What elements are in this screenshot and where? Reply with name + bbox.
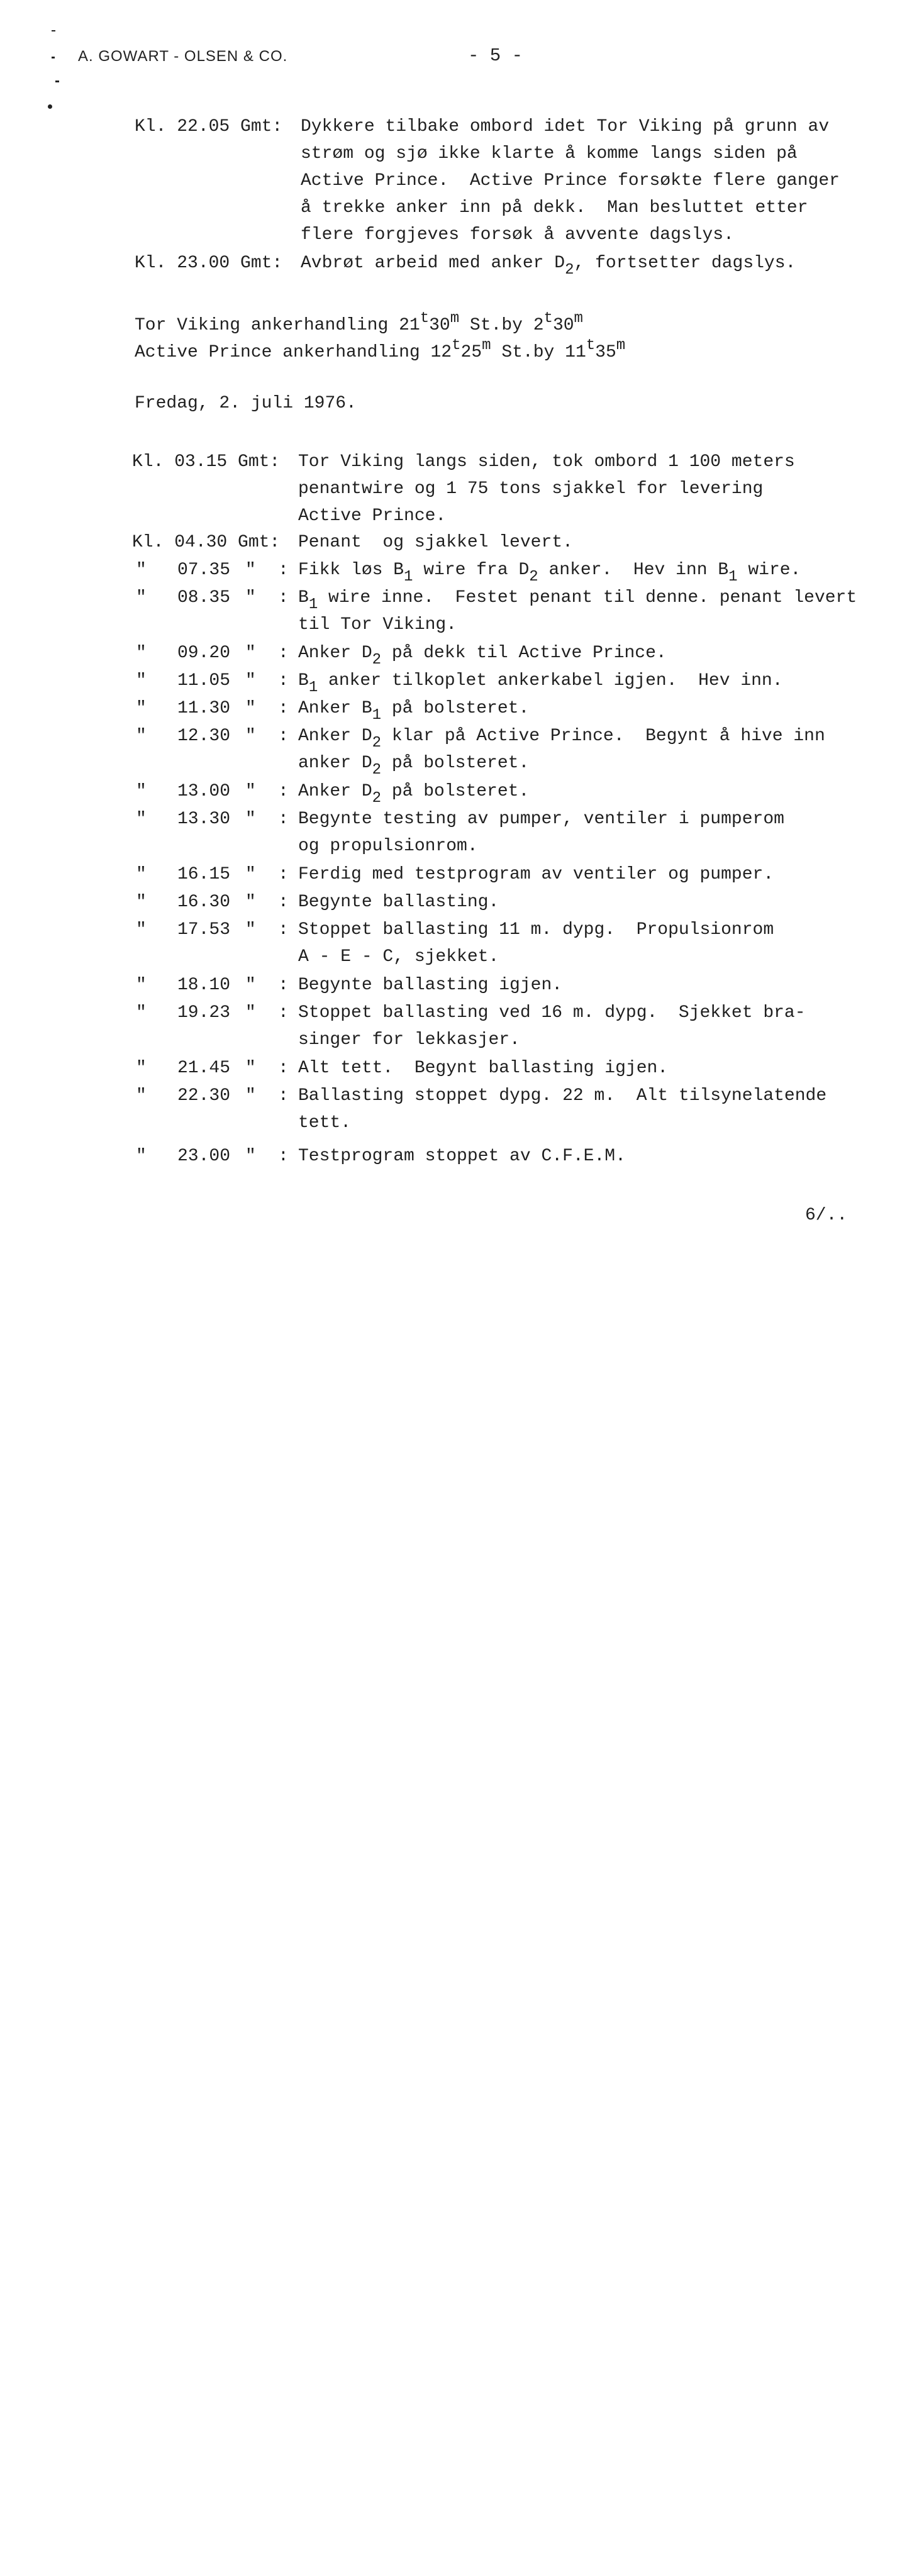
superscript: m bbox=[616, 337, 626, 354]
text-part: klar på Active Prince. Begynt å hive inn bbox=[381, 726, 825, 746]
entry-text: Begynte ballasting igjen. bbox=[298, 975, 563, 995]
ditto-mark: " bbox=[136, 671, 147, 691]
ditto-mark: " bbox=[136, 1086, 147, 1106]
entry-text: Active Prince. bbox=[298, 506, 447, 526]
text-part: , fortsetter dagslys. bbox=[574, 253, 796, 273]
entry-text bbox=[298, 753, 530, 779]
colon: : bbox=[278, 560, 289, 580]
entry-time: 21.45 bbox=[177, 1058, 231, 1078]
text-part: wire inne. Festet penant til denne. penant levert bbox=[318, 588, 857, 608]
text-part: B bbox=[298, 671, 309, 691]
entry-time: 19.23 bbox=[177, 1003, 231, 1023]
subscript: 2 bbox=[565, 262, 574, 279]
entry-text: Testprogram stoppet av C.F.E.M. bbox=[298, 1146, 626, 1166]
colon: : bbox=[278, 588, 289, 608]
text-part: anker. Hev inn B bbox=[538, 560, 729, 580]
entry-text: A - E - C, sjekket. bbox=[298, 947, 499, 967]
superscript: m bbox=[482, 337, 491, 354]
entry-time: 11.05 bbox=[177, 671, 231, 691]
entry-text: til Tor Viking. bbox=[298, 615, 457, 635]
text-part: på bolsteret. bbox=[381, 782, 530, 801]
ditto-mark: " bbox=[136, 1058, 147, 1078]
entry-time: 17.53 bbox=[177, 920, 231, 940]
subscript: 2 bbox=[529, 569, 538, 586]
colon: : bbox=[278, 1086, 289, 1106]
entry-text bbox=[301, 253, 796, 279]
continuation-marker: 6/.. bbox=[805, 1206, 848, 1225]
entry-text: Alt tett. Begynt ballasting igjen. bbox=[298, 1058, 669, 1078]
entry-text: flere forgjeves forsøk å avvente dagslys. bbox=[301, 225, 734, 245]
colon: : bbox=[278, 671, 289, 691]
ditto-mark: " bbox=[245, 865, 256, 884]
text-part: anker tilkoplet ankerkabel igjen. Hev inn. bbox=[318, 671, 783, 691]
superscript: t bbox=[543, 310, 553, 327]
ditto-mark: " bbox=[136, 560, 147, 580]
subscript: 1 bbox=[308, 679, 318, 696]
ditto-mark: " bbox=[245, 809, 256, 829]
entry-text: Stoppet ballasting ved 16 m. dypg. Sjekket bra- bbox=[298, 1003, 806, 1023]
entry-text: Tor Viking langs siden, tok ombord 1 100 meters bbox=[298, 452, 795, 472]
ditto-mark: " bbox=[136, 643, 147, 663]
text-part: anker D bbox=[298, 753, 372, 773]
ditto-mark: " bbox=[245, 1058, 256, 1078]
text-part: Anker D bbox=[298, 643, 372, 663]
ditto-mark: " bbox=[245, 643, 256, 663]
text-part: Anker D bbox=[298, 726, 372, 746]
active-prince-handling bbox=[135, 335, 626, 362]
text-part: Fikk løs B bbox=[298, 560, 404, 580]
superscript: t bbox=[452, 337, 461, 354]
ditto-mark: " bbox=[136, 1146, 147, 1166]
text-part: Tor Viking ankerhandling 21 bbox=[135, 316, 420, 335]
ditto-mark: " bbox=[245, 1086, 256, 1106]
entry-text: Penant og sjakkel levert. bbox=[298, 533, 573, 552]
entry-text bbox=[298, 560, 801, 586]
entry-time: 13.00 bbox=[177, 782, 231, 801]
subscript: 1 bbox=[404, 569, 413, 586]
margin-mark bbox=[55, 80, 59, 82]
ditto-mark: " bbox=[136, 1003, 147, 1023]
entry-text: Begynte ballasting. bbox=[298, 892, 499, 912]
entry-label: Kl. 03.15 Gmt: bbox=[132, 452, 281, 472]
entry-text: Ferdig med testprogram av ventiler og pumper. bbox=[298, 865, 774, 884]
margin-mark bbox=[52, 57, 55, 58]
entry-text bbox=[298, 726, 825, 752]
entry-time: 07.35 bbox=[177, 560, 231, 580]
colon: : bbox=[278, 865, 289, 884]
subscript: 2 bbox=[372, 652, 382, 669]
text-part: Avbrøt arbeid med anker D bbox=[301, 253, 565, 273]
ditto-mark: " bbox=[136, 920, 147, 940]
text-part: Anker B bbox=[298, 699, 372, 718]
margin-mark bbox=[52, 30, 55, 31]
entry-text bbox=[298, 587, 857, 613]
entry-time: 08.35 bbox=[177, 588, 231, 608]
entry-0835 bbox=[0, 588, 907, 799]
entry-text bbox=[298, 670, 783, 696]
entry-time: 18.10 bbox=[177, 975, 231, 995]
ditto-mark: " bbox=[245, 671, 256, 691]
entry-text bbox=[298, 643, 667, 669]
entry-text: singer for lekkasjer. bbox=[298, 1030, 520, 1050]
text-part: St.by 2 bbox=[459, 316, 544, 335]
text-part: 25 bbox=[460, 343, 482, 362]
entry-time: 22.30 bbox=[177, 1086, 231, 1106]
text-part: 30 bbox=[552, 316, 574, 335]
colon: : bbox=[278, 975, 289, 995]
text-part: på bolsteret. bbox=[381, 699, 530, 718]
ditto-mark: " bbox=[136, 782, 147, 801]
entry-time: 09.20 bbox=[177, 643, 231, 663]
colon: : bbox=[278, 892, 289, 912]
entry-text: penantwire og 1 75 tons sjakkel for levering bbox=[298, 479, 764, 499]
ditto-mark: " bbox=[245, 892, 256, 912]
superscript: t bbox=[420, 310, 430, 327]
ditto-mark: " bbox=[136, 699, 147, 718]
text-part: B bbox=[298, 588, 309, 608]
entry-time: 16.15 bbox=[177, 865, 231, 884]
margin-mark bbox=[48, 104, 52, 109]
entry-time: 11.30 bbox=[177, 699, 231, 718]
company-letterhead: A. GOWART - OLSEN & CO. bbox=[78, 48, 288, 65]
colon: : bbox=[278, 699, 289, 718]
ditto-mark: " bbox=[245, 588, 256, 608]
tor-viking-handling bbox=[135, 308, 583, 335]
ditto-mark: " bbox=[136, 809, 147, 829]
ditto-mark: " bbox=[136, 892, 147, 912]
colon: : bbox=[278, 643, 289, 663]
subscript: 2 bbox=[372, 790, 382, 807]
entry-text: strøm og sjø ikke klarte å komme langs siden på bbox=[301, 144, 798, 164]
entry-time: 13.30 bbox=[177, 809, 231, 829]
superscript: m bbox=[574, 310, 583, 327]
text-part: på bolsteret. bbox=[381, 753, 530, 773]
text-part: wire fra D bbox=[413, 560, 530, 580]
text-part: 30 bbox=[429, 316, 450, 335]
date-heading: Fredag, 2. juli 1976. bbox=[135, 394, 357, 413]
colon: : bbox=[278, 782, 289, 801]
ditto-mark: " bbox=[245, 1003, 256, 1023]
text-part: St.by 11 bbox=[491, 343, 586, 362]
entry-time: 12.30 bbox=[177, 726, 231, 746]
text-part: 35 bbox=[595, 343, 616, 362]
superscript: m bbox=[450, 310, 460, 327]
ditto-mark: " bbox=[245, 1146, 256, 1166]
entry-text bbox=[298, 698, 530, 724]
text-part: på dekk til Active Prince. bbox=[381, 643, 667, 663]
text-part: Active Prince ankerhandling 12 bbox=[135, 343, 452, 362]
subscript: 2 bbox=[372, 735, 382, 752]
entry-time: 16.30 bbox=[177, 892, 231, 912]
colon: : bbox=[278, 920, 289, 940]
entry-2205 bbox=[0, 0, 907, 245]
colon: : bbox=[278, 1146, 289, 1166]
subscript: 1 bbox=[372, 707, 382, 724]
colon: : bbox=[278, 1058, 289, 1078]
ditto-mark: " bbox=[136, 726, 147, 746]
entry-text: Active Prince. Active Prince forsøkte flere ganger bbox=[301, 171, 840, 191]
entry-text: Dykkere tilbake ombord idet Tor Viking på grunn av bbox=[301, 117, 830, 136]
entry-text: Begynte testing av pumper, ventiler i pumperom bbox=[298, 809, 784, 829]
text-part: Anker D bbox=[298, 782, 372, 801]
entry-text bbox=[298, 781, 530, 807]
entry-label: Kl. 23.00 Gmt: bbox=[135, 253, 283, 273]
entry-label: Kl. 22.05 Gmt: bbox=[135, 117, 283, 136]
ditto-mark: " bbox=[245, 975, 256, 995]
ditto-mark: " bbox=[136, 975, 147, 995]
entry-text: Stoppet ballasting 11 m. dypg. Propulsionrom bbox=[298, 920, 774, 940]
ditto-mark: " bbox=[245, 560, 256, 580]
entry-time: 23.00 bbox=[177, 1146, 231, 1166]
entry-text: å trekke anker inn på dekk. Man besluttet etter bbox=[301, 198, 808, 218]
entry-text: tett. bbox=[298, 1113, 352, 1133]
ditto-mark: " bbox=[136, 588, 147, 608]
ditto-mark: " bbox=[136, 865, 147, 884]
entry-label: Kl. 04.30 Gmt: bbox=[132, 533, 281, 552]
superscript: t bbox=[586, 337, 596, 354]
ditto-mark: " bbox=[245, 782, 256, 801]
entry-text: Ballasting stoppet dypg. 22 m. Alt tilsynelatende bbox=[298, 1086, 827, 1106]
ditto-mark: " bbox=[245, 699, 256, 718]
colon: : bbox=[278, 809, 289, 829]
page-number: - 5 - bbox=[468, 45, 523, 66]
colon: : bbox=[278, 1003, 289, 1023]
subscript: 1 bbox=[728, 569, 738, 586]
subscript: 2 bbox=[372, 762, 382, 779]
colon: : bbox=[278, 726, 289, 746]
subscript: 1 bbox=[308, 596, 318, 613]
ditto-mark: " bbox=[245, 726, 256, 746]
entry-text: og propulsionrom. bbox=[298, 836, 478, 856]
ditto-mark: " bbox=[245, 920, 256, 940]
text-part: wire. bbox=[737, 560, 801, 580]
